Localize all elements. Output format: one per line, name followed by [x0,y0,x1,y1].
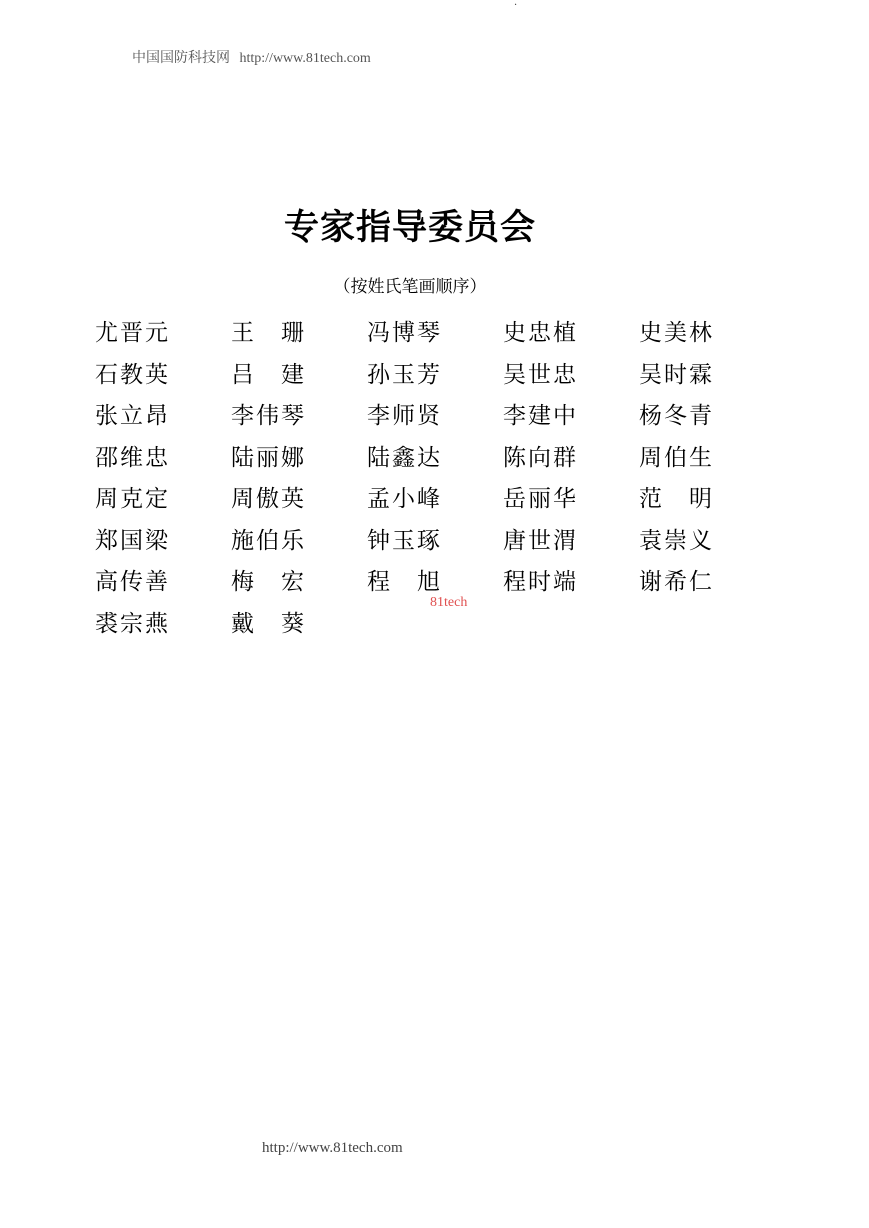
member-name: 邵维忠 [95,444,170,471]
member-name: 石教英 [95,361,170,388]
member-name: 李建中 [503,403,578,430]
member-name: 岳丽华 [503,486,578,513]
member-name: 史美林 [639,320,714,347]
member-name: 吕 建 [231,361,306,388]
member-name-grid [95,310,815,642]
member-name: 唐世渭 [503,527,578,554]
member-name: 陆鑫达 [367,444,442,471]
member-name: 周克定 [95,486,170,513]
member-name: 吴时霖 [639,361,714,388]
site-url-link[interactable]: http://www.81tech.com [239,51,371,66]
member-name: 王 珊 [231,320,306,347]
name-row [95,393,815,435]
member-name: 吴世忠 [503,361,578,388]
member-name: 孟小峰 [367,486,442,513]
member-name: 周傲英 [231,486,306,513]
name-row [95,352,815,394]
member-name: 杨冬青 [639,403,714,430]
member-name: 范 明 [639,486,714,513]
member-name: 程 旭 [367,569,442,596]
member-name: 冯博琴 [367,320,442,347]
member-name: 陆丽娜 [231,444,306,471]
page-header [132,47,371,67]
name-row [95,518,815,560]
member-name: 尤晋元 [95,320,170,347]
name-row [95,435,815,477]
member-name: 谢希仁 [639,569,714,596]
footer-url-link[interactable]: http://www.81tech.com [262,1140,403,1156]
member-name: 史忠植 [503,320,578,347]
member-name: 袁崇义 [639,527,714,554]
member-name: 钟玉琢 [367,527,442,554]
site-name: 中国国防科技网 [132,51,230,66]
member-name: 陈向群 [503,444,578,471]
page-subtitle: （按姓氏笔画顺序） [333,277,487,297]
member-name: 孙玉芳 [367,361,442,388]
page-title: 专家指导委员会 [283,208,536,248]
name-row [95,476,815,518]
member-name: 李伟琴 [231,403,306,430]
name-row [95,310,815,352]
member-name: 郑国梁 [95,527,170,554]
member-name: 张立昂 [95,403,170,430]
member-name: 程时端 [503,569,578,596]
member-name: 李师贤 [367,403,442,430]
member-name: 周伯生 [639,444,714,471]
member-name: 梅 宏 [231,569,306,596]
member-name: 高传善 [95,569,170,596]
member-name: 戴 葵 [231,610,306,637]
member-name: 裘宗燕 [95,610,170,637]
top-dot: · [514,0,518,11]
member-name: 施伯乐 [231,527,306,554]
watermark-text: 81tech [430,595,468,610]
